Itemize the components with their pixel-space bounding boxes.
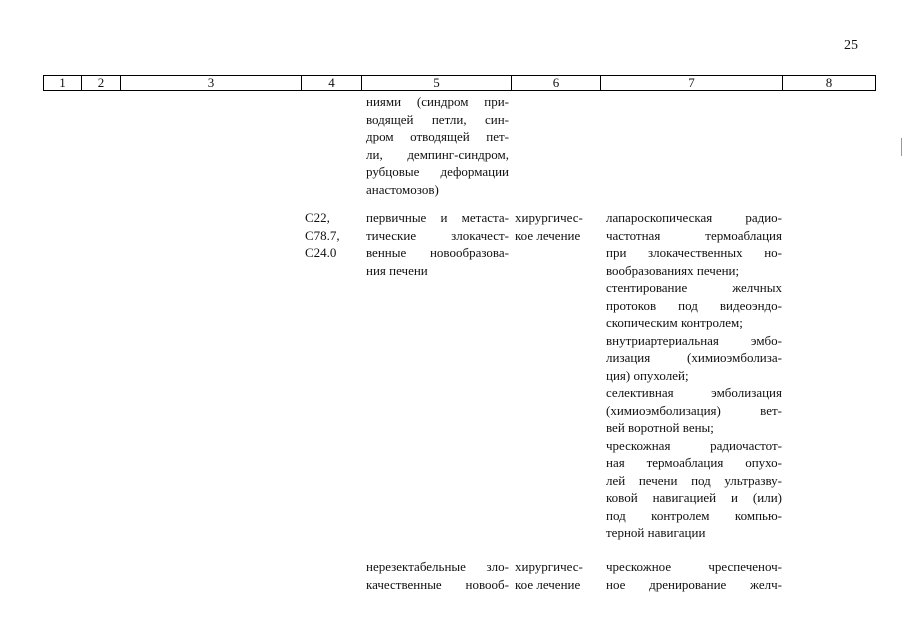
continuation-diagnosis-text (366, 93, 509, 198)
text-line: рубцовые деформации (366, 164, 509, 179)
column-number-3: 3 (121, 76, 302, 91)
diagnosis-cell (366, 558, 509, 593)
text-line: ное дренирование желч- (606, 576, 782, 592)
column-number-4: 4 (302, 76, 362, 91)
icd-code: C22, (305, 210, 330, 225)
text-line: селективная эмболизация (606, 385, 782, 400)
treatment-method-cell (606, 209, 782, 542)
text-line: частотная термоаблация (606, 227, 782, 243)
text-line: стентирование желчных (606, 280, 782, 295)
column-number-7: 7 (601, 76, 783, 91)
page-number: 25 (844, 38, 858, 53)
text-line: хирургичес- (515, 210, 583, 225)
text-line: ниями (синдром при- (366, 94, 509, 109)
text-line: кое лечение (515, 227, 581, 243)
icd-code: C78.7, (305, 227, 340, 243)
text-line: терной навигации (606, 525, 706, 540)
treatment-type-cell (515, 209, 597, 244)
text-line: анастомозов) (366, 181, 439, 197)
text-line: ная термоаблация опухо- (606, 455, 782, 470)
text-line: водящей петли, син- (366, 111, 509, 127)
text-line: ния печени (366, 262, 428, 278)
text-line: протоков под видеоэндо- (606, 297, 782, 313)
text-line: при злокачественных но- (606, 245, 782, 260)
text-line: нерезектабельные зло- (366, 559, 509, 574)
column-number-8: 8 (783, 76, 876, 91)
text-line: кое лечение (515, 576, 581, 592)
icd-codes-cell (305, 209, 360, 262)
text-line: дром отводящей пет- (366, 129, 509, 144)
column-number-6: 6 (512, 76, 601, 91)
text-line: тические злокачест- (366, 227, 509, 243)
scan-edge-mark (901, 138, 902, 156)
text-line: хирургичес- (515, 559, 583, 574)
text-line: чрескожная радиочастот- (606, 437, 782, 453)
text-line: качественные новооб- (366, 576, 509, 592)
text-line: (химиоэмболизация) вет- (606, 402, 782, 418)
text-line: первичные и метаста- (366, 210, 509, 225)
column-number-header (43, 75, 876, 91)
treatment-method-cell (606, 558, 782, 593)
text-line: скопическим контролем; (606, 315, 743, 330)
text-line: венные новообразова- (366, 245, 509, 260)
icd-code: C24.0 (305, 245, 337, 260)
text-line: лапароскопическая радио- (606, 210, 782, 225)
text-line: вообразованиях печени; (606, 262, 740, 278)
text-line: чрескожное чреспеченоч- (606, 559, 782, 574)
column-number-1: 1 (44, 76, 82, 91)
column-number-5: 5 (362, 76, 512, 91)
diagnosis-cell (366, 209, 509, 279)
text-line: лизация (химиоэмболиза- (606, 350, 782, 365)
text-line: внутриартериальная эмбо- (606, 332, 782, 348)
column-number-2: 2 (82, 76, 121, 91)
text-line: ция) опухолей; (606, 367, 689, 383)
text-line: ковой навигацией и (или) (606, 490, 782, 505)
text-line: лей печени под ультразву- (606, 472, 782, 488)
treatment-type-cell (515, 558, 597, 593)
text-line: под контролем компью- (606, 507, 782, 523)
text-line: вей воротной вены; (606, 420, 714, 435)
text-line: ли, демпинг-синдром, (366, 146, 509, 162)
